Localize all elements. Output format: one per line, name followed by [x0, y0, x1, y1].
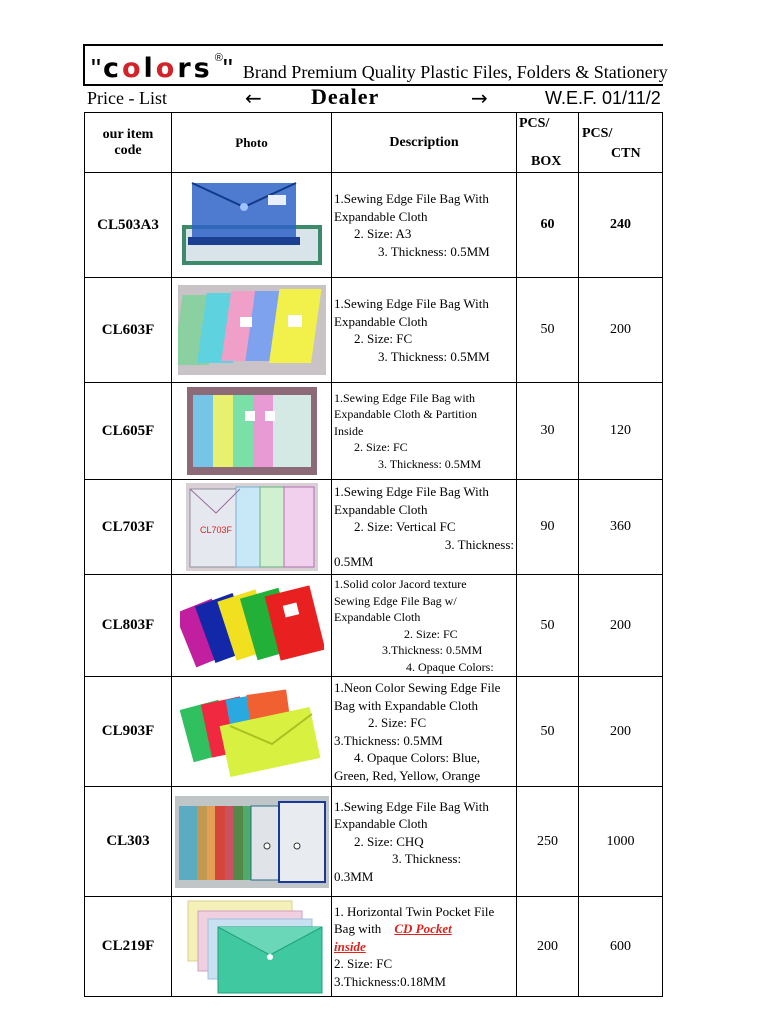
desc-line: 3.Thickness:0.18MM: [334, 973, 446, 989]
item-code: CL605F: [85, 383, 172, 480]
desc-line: Expandable Cloth: [334, 816, 428, 832]
brand-line: [91, 48, 668, 84]
header-pcs-ctn: [579, 113, 663, 173]
header-photo-label: Photo: [235, 134, 268, 150]
chq-file-bags-icon: [172, 787, 332, 897]
brand-tagline: Brand Premium Quality Plastic Files, Folders & Stationery: [242, 62, 668, 82]
desc-line-part: Bag with: [334, 921, 382, 937]
solid-color-file-bags-icon: [172, 575, 332, 677]
desc-line: 3. Thickness:: [392, 851, 462, 867]
header-pcs-box: [517, 113, 579, 173]
table-row: [85, 787, 663, 897]
desc-line: 3.Thickness: 0.5MM: [382, 643, 483, 657]
desc-line: Expandable Cloth: [334, 208, 428, 224]
header-code: [85, 113, 172, 173]
table-row: [85, 480, 663, 575]
header-description: [332, 113, 517, 173]
arrow-right-icon: →: [471, 86, 488, 110]
quote-close: ": [222, 53, 233, 84]
pcs-per-box: 30: [517, 383, 579, 480]
table-row: [85, 383, 663, 480]
neon-file-bags-icon: [172, 677, 332, 787]
desc-line: [334, 920, 514, 938]
desc-line: Expandable Cloth: [334, 501, 428, 517]
desc-line: Sewing Edge File Bag w/: [334, 593, 457, 608]
desc-line: 2. Size: A3: [354, 226, 412, 241]
header-banner: [83, 44, 668, 86]
desc-line: 3. Thickness:: [444, 536, 514, 552]
item-description: [332, 787, 517, 897]
desc-line: 2. Size: FC: [368, 715, 427, 730]
item-code: CL219F: [85, 897, 172, 997]
item-description: [332, 278, 517, 383]
item-description: [332, 383, 517, 480]
price-list-label: Price - List: [87, 88, 167, 108]
desc-line: 2. Size: FC: [404, 626, 458, 641]
desc-line: 1.Sewing Edge File Bag with: [334, 390, 475, 405]
registered-mark: ®: [214, 52, 223, 64]
logo-part: c: [102, 53, 122, 84]
desc-line: 2. Size: CHQ: [354, 833, 424, 849]
table-row: [85, 575, 663, 677]
pcs-per-carton: 1000: [579, 787, 663, 897]
table-row: [85, 278, 663, 383]
item-code: CL303: [85, 787, 172, 897]
desc-line: Inside: [334, 423, 364, 438]
pcs-per-box: 90: [517, 480, 579, 575]
pcs-ctn-label-1: PCS/: [582, 125, 613, 141]
item-description: [332, 173, 517, 278]
pcs-per-box: 250: [517, 787, 579, 897]
logo-part: o: [121, 53, 144, 84]
price-table: [84, 112, 663, 997]
photo-label: CL703F: [199, 525, 232, 535]
header-photo: [172, 113, 332, 173]
colors-logo: [103, 54, 213, 84]
desc-line: 1.Sewing Edge File Bag With: [334, 191, 489, 206]
table-row: [85, 677, 663, 787]
desc-line: 3. Thickness: 0.5MM: [378, 243, 490, 259]
pcs-per-carton: 200: [579, 575, 663, 677]
logo-part: o: [155, 53, 178, 84]
desc-line: Expandable Cloth & Partition: [334, 407, 477, 422]
desc-line: 2. Size: FC: [334, 956, 393, 972]
item-description: [332, 897, 517, 997]
item-code: CL703F: [85, 480, 172, 575]
desc-line: 0.5MM: [334, 554, 374, 570]
desc-line: 2. Size: FC: [354, 331, 413, 346]
logo-part: l: [143, 53, 156, 84]
pcs-per-box: 50: [517, 278, 579, 383]
dealer-label: Dealer: [311, 86, 380, 109]
desc-line: 2. Size: Vertical FC: [354, 519, 456, 535]
item-description: [332, 575, 517, 677]
desc-line: Green, Red, Yellow, Orange: [334, 767, 481, 783]
table-row: [85, 897, 663, 997]
subheader: [85, 86, 665, 112]
table-row: [85, 173, 663, 278]
pcs-per-carton: 120: [579, 383, 663, 480]
item-code: CL803F: [85, 575, 172, 677]
desc-line: 1.Solid color Jacord texture: [334, 577, 467, 591]
desc-line: 3. Thickness: 0.5MM: [378, 456, 482, 471]
desc-line: 2. Size: FC: [354, 440, 408, 455]
desc-line: Expandable Cloth: [334, 610, 421, 624]
desc-line: 3. Thickness: 0.5MM: [378, 348, 490, 364]
colored-file-bags-icon: [172, 278, 332, 383]
item-code: CL903F: [85, 677, 172, 787]
pcs-per-box: 50: [517, 575, 579, 677]
arrow-left-icon: ←: [245, 86, 262, 110]
desc-line: 1.Neon Color Sewing Edge File: [334, 680, 501, 695]
pcs-per-carton: 200: [579, 278, 663, 383]
pcs-per-carton: 600: [579, 897, 663, 997]
desc-line: inside: [334, 938, 366, 954]
desc-line: 0.3MM: [334, 868, 374, 884]
desc-line: Expandable Cloth: [334, 313, 428, 329]
pcs-per-carton: 240: [579, 173, 663, 278]
blue-file-bag-icon: [172, 173, 332, 278]
item-description: [332, 677, 517, 787]
desc-line: 3.Thickness: 0.5MM: [334, 732, 443, 748]
pcs-per-carton: 360: [579, 480, 663, 575]
item-code: CL603F: [85, 278, 172, 383]
pcs-box-label-1: PCS/: [519, 115, 550, 131]
pcs-box-label-2: BOX: [531, 153, 562, 169]
header-code-label: our item code: [102, 126, 154, 158]
vertical-file-bags-icon: [172, 480, 332, 575]
item-description: [332, 480, 517, 575]
desc-line: 1.Sewing Edge File Bag With: [334, 798, 489, 814]
item-code: CL503A3: [85, 173, 172, 278]
quote-open: ": [91, 53, 101, 84]
desc-line: Bag with Expandable Cloth: [334, 697, 479, 713]
desc-line: 1. Horizontal Twin Pocket File: [334, 903, 495, 919]
pcs-per-box: 50: [517, 677, 579, 787]
desc-line: 4. Opaque Colors:: [406, 659, 494, 674]
pcs-per-carton: 200: [579, 677, 663, 787]
cd-pocket-highlight: CD Pocket: [394, 921, 452, 937]
effective-date: W.E.F. 01/11/2: [545, 88, 661, 108]
desc-line: 1.Sewing Edge File Bag With: [334, 484, 489, 500]
twin-pocket-file-bags-icon: [172, 897, 332, 997]
pcs-per-box: 200: [517, 897, 579, 997]
table-header-row: [85, 113, 663, 173]
desc-line: 1.Sewing Edge File Bag With: [334, 296, 489, 311]
partition-file-bags-icon: [172, 383, 332, 480]
desc-line: 4. Opaque Colors: Blue,: [354, 750, 481, 765]
logo-part: rs: [177, 53, 213, 84]
header-description-label: Description: [389, 134, 459, 150]
pcs-ctn-label-2: CTN: [611, 145, 641, 161]
pcs-per-box: 60: [517, 173, 579, 278]
